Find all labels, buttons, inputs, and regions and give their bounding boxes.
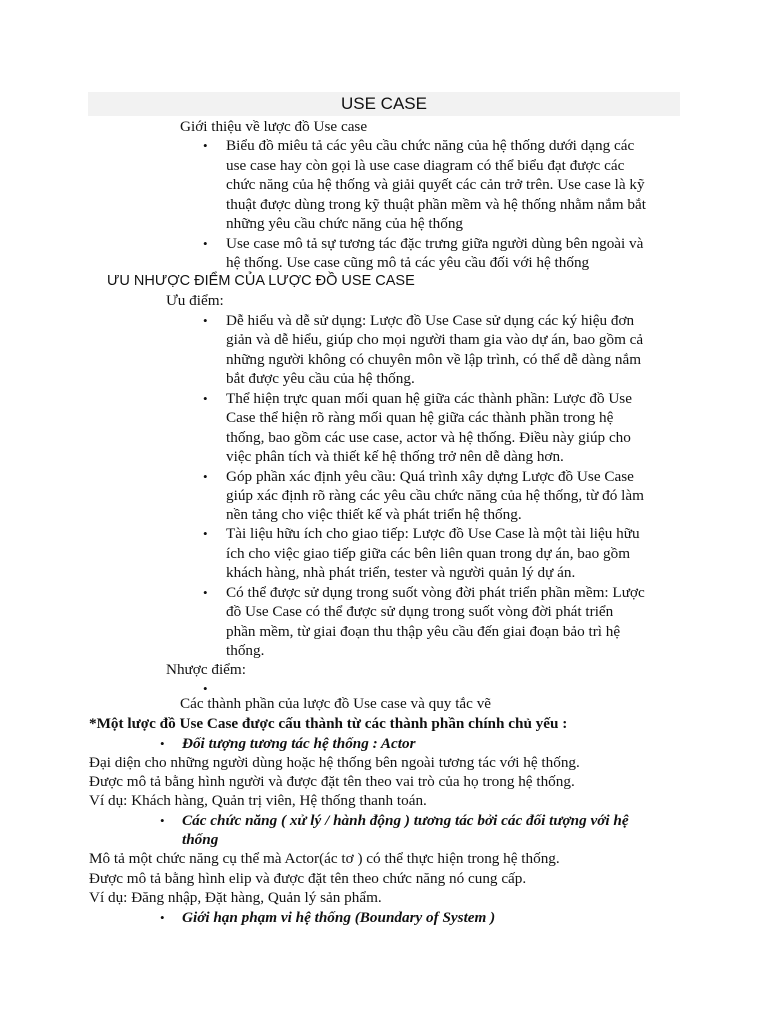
- usecase-line-2: Được mô tả bằng hình elip và được đặt tên theo chức năng nó cung cấp.: [89, 870, 527, 887]
- intro-item-1-line-5: những yêu cầu chức năng của hệ thống: [226, 215, 464, 232]
- actor-line-1: Đại diện cho những người dùng hoặc hệ thống bên ngoài tương tác với hệ thống.: [89, 754, 580, 771]
- pros-item-3-line-3: nền tảng cho việc thiết kế và phát triển hệ thống.: [226, 506, 522, 523]
- pros-item-1-line-1: Dễ hiểu và dễ sử dụng: Lược đồ Use Case sử dụng các ký hiệu đơn: [226, 312, 635, 329]
- bullet-icon: •: [203, 236, 208, 251]
- components-heading: Các thành phần của lược đồ Use case và quy tắc vẽ: [180, 695, 492, 712]
- actor-line-3: Ví dụ: Khách hàng, Quản trị viên, Hệ thống thanh toán.: [89, 792, 427, 809]
- usecase-heading-line-1: Các chức năng ( xử lý / hành động ) tương tác bởi các đối tượng với hệ: [182, 812, 629, 829]
- pros-item-5-line-1: Có thể được sử dụng trong suốt vòng đời phát triển phần mềm: Lược: [226, 584, 645, 601]
- pros-cons-heading: ƯU NHƯỢC ĐIỂM CỦA LƯỢC ĐỒ USE CASE: [107, 273, 415, 289]
- boundary-heading: Giới hạn phạm vi hệ thống (Boundary of System ): [182, 909, 496, 926]
- usecase-line-3: Ví dụ: Đăng nhập, Đặt hàng, Quản lý sản phẩm.: [89, 889, 382, 906]
- bullet-icon: •: [160, 910, 165, 925]
- pros-item-4-line-2: ích cho việc giao tiếp giữa các bên liên quan trong dự án, bao gồm: [226, 545, 631, 562]
- actor-line-2: Được mô tả bằng hình người và được đặt tên theo vai trò của họ trong hệ thống.: [89, 773, 575, 790]
- pros-item-2-line-1: Thể hiện trực quan mối quan hệ giữa các thành phần: Lược đồ Use: [226, 390, 632, 407]
- pros-item-1-line-3: những người không có chuyên môn về lập trình, có thể dễ dàng nắm: [226, 351, 642, 368]
- cons-label: Nhược điểm:: [166, 661, 246, 678]
- bullet-icon: •: [203, 469, 208, 484]
- pros-item-5-line-4: thống.: [226, 642, 265, 659]
- intro-item-1-line-1: Biểu đồ miêu tả các yêu cầu chức năng của hệ thống dưới dạng các: [226, 137, 635, 154]
- intro-item-2-line-2: hệ thống. Use case cũng mô tả các yêu cầu đối với hệ thống: [226, 254, 590, 271]
- pros-item-2-line-4: việc phân tích và thiết kế hệ thống trở nên dễ dàng hơn.: [226, 448, 564, 465]
- pros-item-3-line-1: Góp phần xác định yêu cầu: Quá trình xây dựng Lược đồ Use Case: [226, 468, 634, 485]
- bullet-icon: •: [203, 526, 208, 541]
- intro-item-2-line-1: Use case mô tả sự tương tác đặc trưng giữa người dùng bên ngoài và: [226, 235, 644, 252]
- intro-heading: Giới thiệu về lược đồ Use case: [180, 118, 368, 135]
- bullet-icon: •: [203, 391, 208, 406]
- intro-item-1-line-4: thuật được dùng trong kỹ thuật phần mềm và hệ thống nhằm nắm bắt: [226, 196, 646, 213]
- usecase-heading-line-2: thống: [182, 831, 219, 848]
- bullet-icon: •: [203, 681, 208, 696]
- pros-item-5-line-3: phần mềm, từ giai đoạn thu thập yêu cầu đến giai đoạn bảo trì hệ: [226, 623, 621, 640]
- pros-item-2-line-2: Case thể hiện rõ ràng mối quan hệ giữa các thành phần trong hệ: [226, 409, 614, 426]
- components-intro: *Một lược đồ Use Case được cấu thành từ các thành phần chính chủ yếu :: [89, 715, 568, 732]
- bullet-icon: •: [160, 736, 165, 751]
- pros-item-2-line-3: thống, bao gồm các use case, actor và hệ thống. Điều này giúp cho: [226, 429, 631, 446]
- pros-item-1-line-4: bắt được yêu cầu của hệ thống.: [226, 370, 415, 387]
- usecase-line-1: Mô tả một chức năng cụ thể mà Actor(ác tơ ) có thể thực hiện trong hệ thống.: [89, 850, 560, 867]
- pros-item-3-line-2: giúp xác định rõ ràng các yêu cầu chức năng của hệ thống, từ đó làm: [226, 487, 644, 504]
- bullet-icon: •: [203, 313, 208, 328]
- document-title: USE CASE: [341, 94, 427, 113]
- bullet-icon: •: [203, 138, 208, 153]
- intro-item-1-line-2: use case hay còn gọi là use case diagram có thể biểu đạt được các: [226, 157, 625, 174]
- pros-label: Ưu điểm:: [166, 292, 224, 309]
- pros-item-4-line-1: Tài liệu hữu ích cho giao tiếp: Lược đồ Use Case là một tài liệu hữu: [226, 525, 640, 542]
- pros-item-5-line-2: đồ Use Case có thể được sử dụng trong suốt vòng đời phát triển: [226, 603, 614, 620]
- bullet-icon: •: [160, 813, 165, 828]
- bullet-icon: •: [203, 585, 208, 600]
- intro-item-1-line-3: chức năng của hệ thống và giải quyết các cản trở trên. Use case là kỹ: [226, 176, 645, 193]
- actor-heading: Đối tượng tương tác hệ thống : Actor: [182, 735, 416, 752]
- pros-item-1-line-2: giản và dễ hiểu, giúp cho mọi người tham gia vào dự án, bao gồm cả: [226, 331, 644, 348]
- pros-item-4-line-3: khách hàng, nhà phát triển, tester và người quản lý dự án.: [226, 564, 576, 581]
